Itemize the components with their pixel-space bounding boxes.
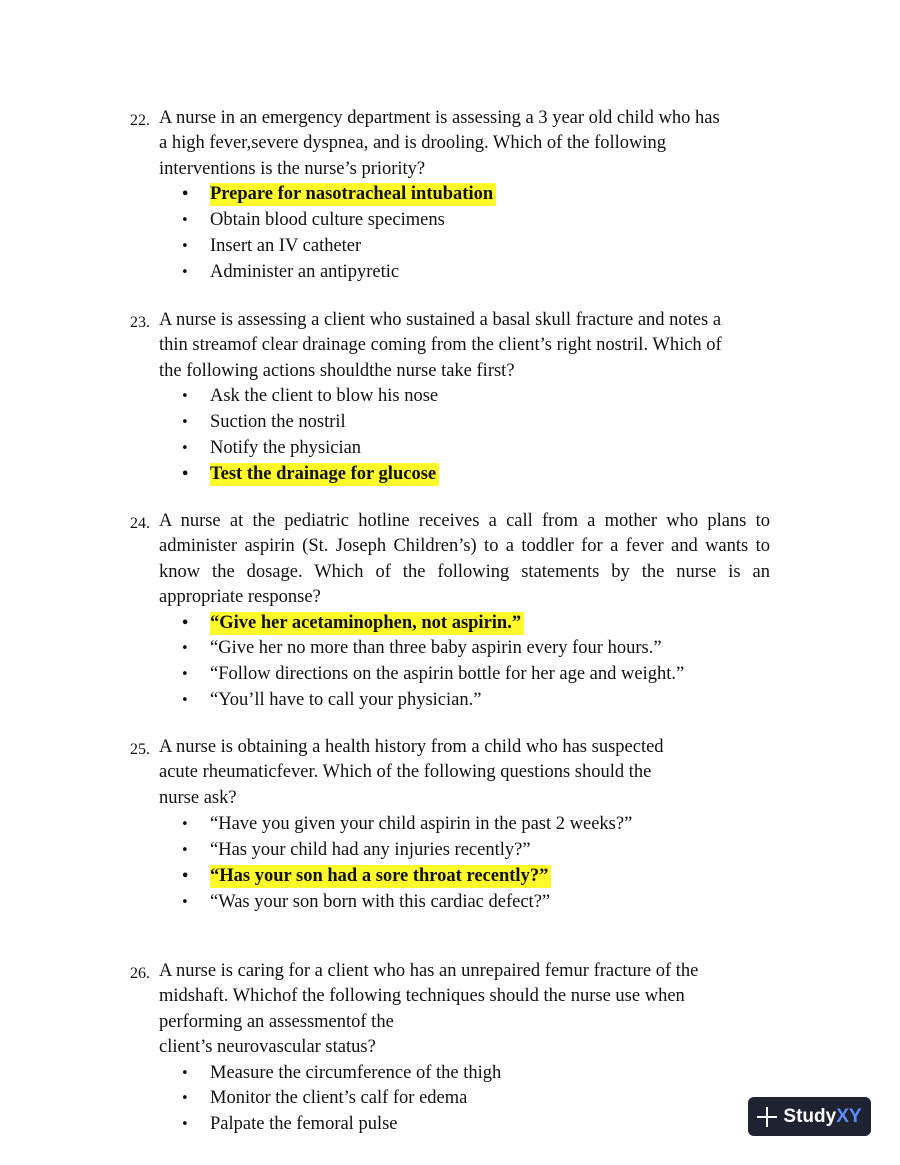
studyxy-logo-badge[interactable] [748, 1097, 871, 1136]
bullet-icon: • [181, 868, 190, 884]
answer-option [181, 384, 770, 410]
option-text: Suction the nostril [210, 412, 346, 433]
bullet-icon: • [181, 843, 189, 859]
question-text: A nurse is caring for a client who has an unrepaired femur fracture of the midshaft. Whichof the following techniques should the nurse use when performing an assessmentof the client’s neurovascular status? [159, 961, 699, 1058]
option-text: Measure the circumference of the thigh [210, 1062, 502, 1083]
question-23 [130, 308, 770, 487]
question-number: 26. [130, 965, 150, 982]
answer-option [181, 410, 770, 436]
answer-option [181, 234, 770, 260]
option-text: Ask the client to blow his nose [210, 386, 439, 407]
answer-option [181, 636, 770, 662]
question-text: A nurse is obtaining a health history from a child who has suspected acute rheumaticfever. Which of the following questions should the nurse ask? [159, 737, 664, 808]
bullet-icon: • [181, 1065, 189, 1081]
bullet-icon: • [181, 1091, 189, 1107]
brand-prefix: Study [783, 1105, 837, 1127]
bullet-icon: • [181, 641, 189, 657]
question-number: 22. [130, 112, 150, 129]
answer-option [181, 812, 770, 838]
option-text: “Has your child had any injuries recently?” [210, 840, 531, 861]
option-text: “Give her no more than three baby aspirin every four hours.” [210, 638, 662, 659]
question-text: A nurse in an emergency department is assessing a 3 year old child who has a high fever,severe dyspnea, and is drooling. Which of the following interventions is the nurse’s priority? [159, 108, 720, 179]
answer-option [181, 208, 770, 234]
answer-option [181, 662, 770, 688]
answer-options [181, 182, 770, 285]
bullet-icon: • [181, 615, 190, 631]
bullet-icon: • [181, 817, 189, 833]
option-text: Notify the physician [210, 437, 362, 458]
bullet-icon: • [181, 187, 190, 203]
option-text: Test the drainage for glucose [210, 463, 439, 486]
bullet-icon: • [181, 238, 189, 254]
bullet-icon: • [181, 667, 189, 683]
bullet-icon: • [181, 389, 189, 405]
bullet-icon: • [181, 264, 189, 280]
option-text: “Follow directions on the aspirin bottle for her age and weight.” [210, 664, 685, 685]
question-26 [130, 959, 770, 1138]
answer-options [181, 812, 770, 915]
option-text: “Was your son born with this cardiac defect?” [210, 891, 551, 912]
option-text: “Give her acetaminophen, not aspirin.” [210, 612, 524, 635]
question-24 [130, 509, 770, 714]
answer-option [181, 1086, 770, 1112]
brand-suffix: XY [836, 1105, 862, 1127]
answer-options [181, 611, 770, 714]
option-text: Obtain blood culture specimens [210, 210, 445, 231]
question-number: 25. [130, 741, 150, 758]
option-text: Palpate the femoral pulse [210, 1114, 398, 1135]
answer-option-correct [181, 864, 770, 890]
bullet-icon: • [181, 440, 189, 456]
bullet-icon: • [181, 894, 189, 910]
answer-option [181, 838, 770, 864]
answer-option [181, 1061, 770, 1087]
bullet-icon: • [181, 693, 189, 709]
answer-options [181, 1061, 770, 1138]
option-text: “Have you given your child aspirin in the past 2 weeks?” [210, 814, 633, 835]
bullet-icon: • [181, 415, 189, 431]
answer-option [181, 890, 770, 916]
bullet-icon: • [181, 1117, 189, 1133]
answer-option [181, 260, 770, 286]
question-text: A nurse is assessing a client who sustained a basal skull fracture and notes a thin streamof clear drainage coming from the client’s right nostril. Which of the following actions shouldthe nurse take first? [159, 310, 722, 381]
option-text: Monitor the client’s calf for edema [210, 1088, 468, 1109]
question-22 [130, 106, 770, 285]
answer-option-correct [181, 462, 770, 488]
brand-name [783, 1106, 861, 1128]
plus-icon [757, 1107, 777, 1127]
option-text: Insert an IV catheter [210, 235, 362, 256]
question-text: A nurse at the pediatric hotline receives a call from a mother who plans to administer aspirin (St. Joseph Children’s) to a toddler for a fever and wants to know the dosage. Which of the following statements by the nurse is an appropriate response? [159, 511, 770, 608]
option-text: “Has your son had a sore throat recently?” [210, 865, 551, 888]
bullet-icon: • [181, 466, 190, 482]
answer-option [181, 436, 770, 462]
option-text: “You’ll have to call your physician.” [210, 690, 482, 711]
question-number: 24. [130, 515, 150, 532]
answer-options [181, 384, 770, 487]
answer-option [181, 1112, 770, 1138]
bullet-icon: • [181, 213, 189, 229]
answer-option-correct [181, 611, 770, 637]
option-text: Administer an antipyretic [210, 261, 400, 282]
question-number: 23. [130, 314, 150, 331]
answer-option-correct [181, 182, 770, 208]
option-text: Prepare for nasotracheal intubation [210, 183, 496, 206]
question-25 [130, 735, 770, 915]
answer-option [181, 688, 770, 714]
